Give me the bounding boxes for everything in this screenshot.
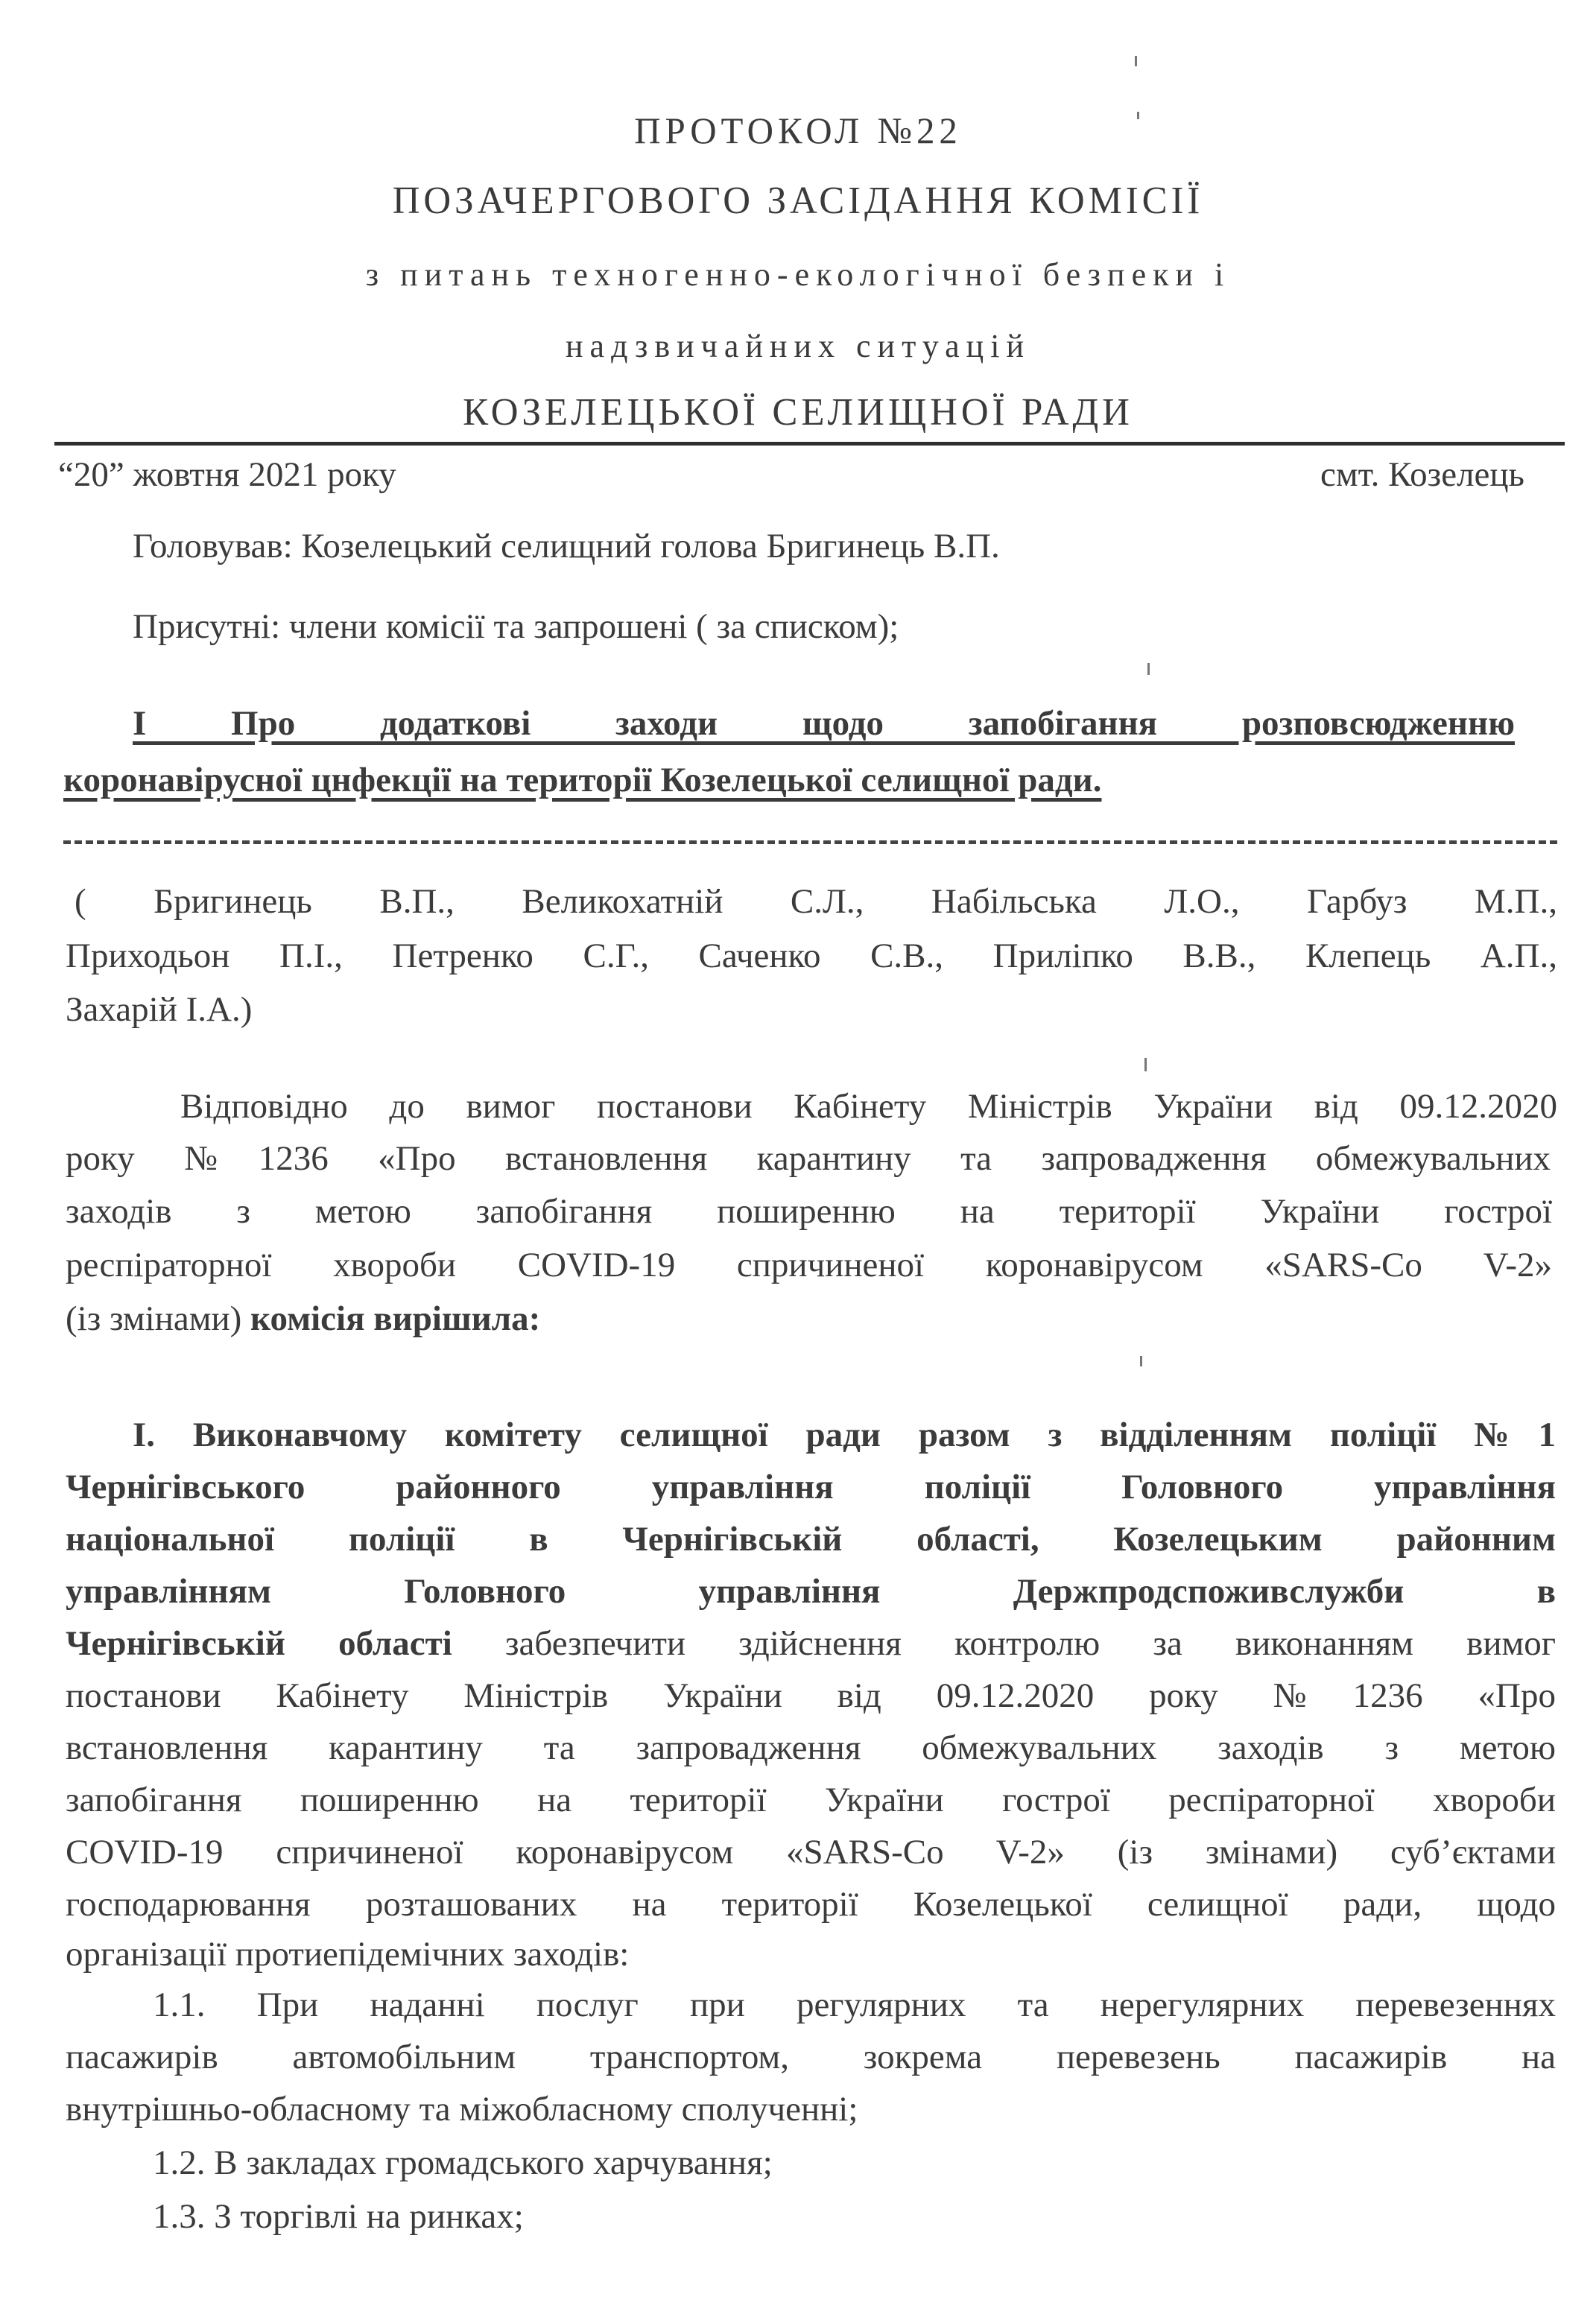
speakers-line: Приходьон П.І., Петренко С.Г., Саченко С.В., Приліпко В.В., Клепець А.П., xyxy=(66,937,1557,975)
preamble-line: Відповідно до вимог постанови Кабінету Міністрів України від 09.12.2020 xyxy=(180,1087,1557,1126)
decision-line: І. Виконавчому комітету селищної ради разом з відділенням поліції №1 xyxy=(133,1416,1556,1454)
speakers-line: ( Бригинець В.П., Великохатній С.Л., Набільська Л.О., Гарбуз М.П., xyxy=(75,882,1557,921)
decision-line: запобігання поширенню на території України гострої респіраторної хвороби xyxy=(66,1781,1556,1819)
meeting-type-heading: ПОЗАЧЕРГОВОГО ЗАСІДАННЯ КОМІСІЇ xyxy=(392,180,1204,222)
item-1-1-line: внутрішньо-обласному та міжобласному сполученні; xyxy=(66,2090,858,2129)
region-name: Чернігівській області xyxy=(66,1624,452,1663)
decision-line: встановлення карантину та запровадження обмежувальних заходів з метою xyxy=(66,1728,1556,1767)
item-1-1-line: 1.1. При наданні послуг при регулярних та нерегулярних перевезеннях xyxy=(153,1986,1556,2024)
decision-line: Чернігівського районного управління поліції Головного управління xyxy=(66,1468,1556,1506)
preamble-line: року №1236 «Про встановлення карантину та запровадження обмежувальних xyxy=(66,1139,1551,1178)
present-members: Присутні: члени комісії та запрошені ( за списком); xyxy=(133,607,899,646)
section-heading-line1 xyxy=(133,706,1515,741)
preamble-line: заходів з метою запобігання поширенню на території України гострої xyxy=(66,1192,1552,1231)
decision-line: управлінням Головного управління Держпродспоживслужби в xyxy=(66,1572,1556,1611)
decision-line: господарювання розташованих на території Козелецької селищної ради, щодо xyxy=(66,1885,1556,1924)
section-heading-text: коронавірусної цнфекції на території Козелецької селищної ради. xyxy=(63,761,1102,799)
decision-line xyxy=(66,1626,1556,1661)
commission-subject-line1: з питань техногенно-екологічної безпеки і xyxy=(365,256,1231,293)
speakers-line: Захарій І.А.) xyxy=(66,990,253,1029)
preamble-line: респіраторної хвороби COVID-19 спричиненої коронавірусом «SARS-Co V-2» xyxy=(66,1246,1552,1284)
decision-line: постанови Кабінету Міністрів України від 09.12.2020 року №1236 «Про xyxy=(66,1676,1556,1715)
section-heading-text: І Про додаткові заходи щодо запобігання розповсюдженню xyxy=(133,704,1515,743)
header-rule xyxy=(54,442,1565,446)
meeting-date: “20” жовтня 2021 року xyxy=(58,455,396,494)
decision-line: організації протиепідемічних заходів: xyxy=(66,1935,630,1974)
scan-speck xyxy=(1140,1356,1142,1366)
decision-line: національної поліції в Чернігівській області, Козелецьким районним xyxy=(66,1520,1556,1559)
preamble-line xyxy=(66,1299,541,1338)
dashed-separator xyxy=(63,840,1557,844)
scan-speck xyxy=(1144,1058,1147,1071)
council-name-heading: КОЗЕЛЕЦЬКОЇ СЕЛИЩНОЇ РАДИ xyxy=(463,391,1133,434)
section-heading-line2 xyxy=(63,763,1101,798)
chaired-by: Головував: Козелецький селищний голова Бригинець В.П. xyxy=(133,527,1000,565)
decision-line: COVID-19 спричиненої коронавірусом «SARS-Co V-2» (із змінами) суб’єктами xyxy=(66,1833,1556,1872)
amendments-note: (із змінами) xyxy=(66,1299,251,1338)
protocol-title: ПРОТОКОЛ №22 xyxy=(634,110,962,151)
item-1-2: 1.2. В закладах громадського харчування; xyxy=(153,2143,773,2182)
item-1-1-line: пасажирів автомобільним транспортом, зокрема перевезень пасажирів на xyxy=(66,2038,1556,2076)
scan-speck xyxy=(1147,663,1150,675)
item-1-3: 1.3. З торгівлі на ринках; xyxy=(153,2197,524,2236)
commission-subject-line2: надзвичайних ситуацій xyxy=(566,328,1030,364)
resolution-label: комісія вирішила: xyxy=(250,1299,541,1338)
decision-text: забезпечити здійснення контролю за виконанням вимог xyxy=(452,1624,1557,1663)
scan-speck xyxy=(1135,56,1137,66)
scan-speck xyxy=(1137,112,1139,119)
meeting-place: смт. Козелець xyxy=(1320,455,1524,494)
